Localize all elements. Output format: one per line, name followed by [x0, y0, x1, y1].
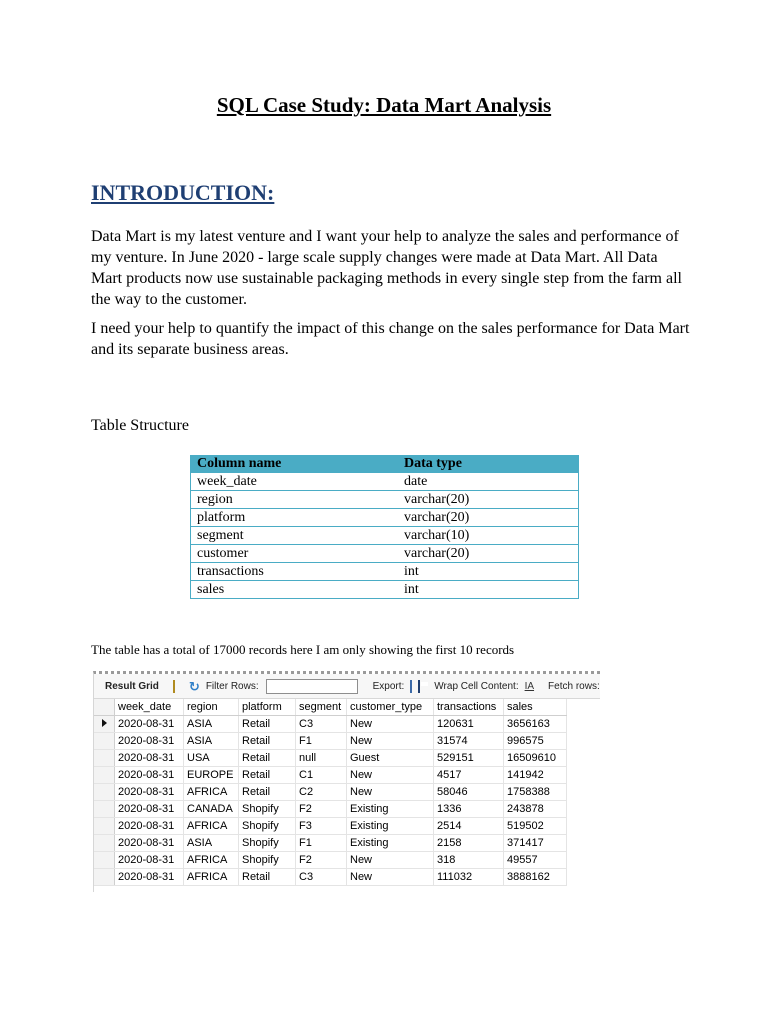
column-name: segment	[191, 527, 399, 545]
cell[interactable]: C3	[296, 716, 347, 733]
structure-row	[191, 527, 579, 545]
column-name-header: Column name	[191, 455, 399, 473]
header-transactions[interactable]: transactions	[434, 699, 504, 716]
cell[interactable]: Guest	[347, 750, 434, 767]
structure-row	[191, 581, 579, 599]
cell[interactable]: 318	[434, 852, 504, 869]
column-name: platform	[191, 509, 399, 527]
cell[interactable]: New	[347, 852, 434, 869]
cell[interactable]: 4517	[434, 767, 504, 784]
export-label: Export:	[372, 680, 405, 692]
cell[interactable]: 529151	[434, 750, 504, 767]
table-row[interactable]	[94, 801, 567, 818]
refresh-icon[interactable]: ↻	[188, 678, 200, 694]
cell[interactable]: 243878	[504, 801, 567, 818]
cell[interactable]: EUROPE	[184, 767, 239, 784]
wrap-cell-content-icon[interactable]: IA	[524, 680, 535, 692]
cell[interactable]: New	[347, 733, 434, 750]
form-view-icon[interactable]	[173, 680, 175, 693]
column-name: sales	[191, 581, 399, 599]
cell[interactable]: AFRICA	[184, 852, 239, 869]
cell[interactable]: Shopify	[239, 852, 296, 869]
cell[interactable]: Existing	[347, 835, 434, 852]
row-indicator-header	[94, 699, 115, 716]
fetch-rows-label: Fetch rows:	[548, 680, 600, 692]
row-indicator	[94, 733, 115, 750]
filter-rows-input[interactable]	[266, 679, 358, 694]
cell[interactable]: New	[347, 869, 434, 886]
cell[interactable]: 120631	[434, 716, 504, 733]
records-note: The table has a total of 17000 records here I am only showing the first 10 records	[91, 642, 515, 657]
structure-row	[191, 473, 579, 491]
table-row[interactable]	[94, 767, 567, 784]
cell[interactable]: AFRICA	[184, 869, 239, 886]
cell[interactable]: New	[347, 767, 434, 784]
column-name: transactions	[191, 563, 399, 581]
cell[interactable]: CANADA	[184, 801, 239, 818]
wrap-cell-content-label: Wrap Cell Content:	[434, 680, 519, 692]
save-icon[interactable]	[418, 680, 420, 693]
table-row[interactable]	[94, 750, 567, 767]
cell[interactable]: New	[347, 784, 434, 801]
cell[interactable]: Retail	[239, 733, 296, 750]
table-row[interactable]	[94, 716, 567, 733]
table-structure	[190, 455, 579, 599]
cell[interactable]: F1	[296, 835, 347, 852]
cell[interactable]: 1758388	[504, 784, 567, 801]
cell[interactable]: 2514	[434, 818, 504, 835]
cell[interactable]: 2158	[434, 835, 504, 852]
header-sales[interactable]: sales	[504, 699, 567, 716]
data-type: int	[398, 563, 579, 581]
cell[interactable]: 2020-08-31	[115, 835, 184, 852]
cell[interactable]: 2020-08-31	[115, 818, 184, 835]
cell[interactable]: Retail	[239, 767, 296, 784]
structure-row	[191, 545, 579, 563]
cell[interactable]: Existing	[347, 801, 434, 818]
row-indicator	[94, 869, 115, 886]
cell[interactable]: 141942	[504, 767, 567, 784]
cell[interactable]: 2020-08-31	[115, 767, 184, 784]
table-row[interactable]	[94, 869, 567, 886]
column-name: week_date	[191, 473, 399, 491]
row-indicator	[94, 750, 115, 767]
cell[interactable]: null	[296, 750, 347, 767]
cell[interactable]: Retail	[239, 784, 296, 801]
intro-paragraph-1: Data Mart is my latest venture and I want your help to analyze the sales and performance of my venture. In June 2020 - large scale supply changes were made at Data Mart. All Data Mart products now use sustainable packaging methods in every single step from the farm all the way to the customer.	[91, 228, 682, 308]
cell[interactable]: Shopify	[239, 835, 296, 852]
column-name: customer	[191, 545, 399, 563]
cell[interactable]: 2020-08-31	[115, 801, 184, 818]
header-segment[interactable]: segment	[296, 699, 347, 716]
filter-rows-label: Filter Rows:	[205, 680, 259, 692]
cell[interactable]: 16509610	[504, 750, 567, 767]
table-row[interactable]	[94, 852, 567, 869]
table-row[interactable]	[94, 733, 567, 750]
row-indicator	[94, 784, 115, 801]
data-type: varchar(20)	[398, 509, 579, 527]
row-indicator	[94, 767, 115, 784]
data-type: date	[398, 473, 579, 491]
cell[interactable]: Retail	[239, 750, 296, 767]
row-indicator	[94, 716, 115, 733]
cell[interactable]: 49557	[504, 852, 567, 869]
cell[interactable]: 1336	[434, 801, 504, 818]
cell[interactable]: C3	[296, 869, 347, 886]
cell[interactable]: 3888162	[504, 869, 567, 886]
cell[interactable]: F1	[296, 733, 347, 750]
cell[interactable]: AFRICA	[184, 784, 239, 801]
cell[interactable]: F3	[296, 818, 347, 835]
column-name: region	[191, 491, 399, 509]
data-type-header: Data type	[398, 455, 579, 473]
cell[interactable]: 996575	[504, 733, 567, 750]
cell[interactable]: 2020-08-31	[115, 733, 184, 750]
cell[interactable]: 2020-08-31	[115, 869, 184, 886]
cell[interactable]: 519502	[504, 818, 567, 835]
table-row[interactable]	[94, 818, 567, 835]
cell[interactable]: F2	[296, 801, 347, 818]
data-type: varchar(20)	[398, 545, 579, 563]
result-grid-toolbar	[94, 674, 600, 699]
export-icon[interactable]	[410, 680, 412, 693]
cell[interactable]: New	[347, 716, 434, 733]
row-indicator	[94, 801, 115, 818]
result-grid-tab[interactable]: Result Grid	[105, 680, 159, 692]
row-indicator	[94, 818, 115, 835]
cell[interactable]: Existing	[347, 818, 434, 835]
result-grid-screenshot	[93, 671, 600, 892]
data-type: int	[398, 581, 579, 599]
table-row[interactable]	[94, 835, 567, 852]
cell[interactable]: 2020-08-31	[115, 852, 184, 869]
header-region[interactable]: region	[184, 699, 239, 716]
table-row[interactable]	[94, 784, 567, 801]
cell[interactable]: Shopify	[239, 818, 296, 835]
current-row-arrow-icon	[102, 719, 107, 727]
cell[interactable]: 2020-08-31	[115, 716, 184, 733]
data-type: varchar(10)	[398, 527, 579, 545]
data-type: varchar(20)	[398, 491, 579, 509]
cell[interactable]: 31574	[434, 733, 504, 750]
cell[interactable]: 111032	[434, 869, 504, 886]
cell[interactable]: 3656163	[504, 716, 567, 733]
structure-row	[191, 491, 579, 509]
cell[interactable]: C2	[296, 784, 347, 801]
structure-row	[191, 509, 579, 527]
table-structure-heading: Table Structure	[91, 417, 189, 434]
result-table	[94, 699, 567, 886]
structure-header-row	[191, 455, 579, 473]
cell[interactable]: 2020-08-31	[115, 784, 184, 801]
cell[interactable]: Shopify	[239, 801, 296, 818]
cell[interactable]: 2020-08-31	[115, 750, 184, 767]
row-indicator	[94, 852, 115, 869]
cell[interactable]: Retail	[239, 869, 296, 886]
result-header-row	[94, 699, 567, 716]
cell[interactable]: ASIA	[184, 733, 239, 750]
cell[interactable]: 58046	[434, 784, 504, 801]
header-customer-type[interactable]: customer_type	[347, 699, 434, 716]
cell[interactable]: ASIA	[184, 716, 239, 733]
structure-row	[191, 563, 579, 581]
introduction-heading: INTRODUCTION:	[91, 180, 275, 205]
cell[interactable]: C1	[296, 767, 347, 784]
cell[interactable]: Retail	[239, 716, 296, 733]
row-indicator	[94, 835, 115, 852]
cell[interactable]: 371417	[504, 835, 567, 852]
document-title: SQL Case Study: Data Mart Analysis	[216, 93, 552, 117]
header-week-date[interactable]: week_date	[115, 699, 184, 716]
cell[interactable]: F2	[296, 852, 347, 869]
header-platform[interactable]: platform	[239, 699, 296, 716]
cell[interactable]: ASIA	[184, 835, 239, 852]
cell[interactable]: AFRICA	[184, 818, 239, 835]
intro-paragraph-2: I need your help to quantify the impact of this change on the sales performance for Data Mart and its separate business areas.	[91, 320, 690, 358]
cell[interactable]: USA	[184, 750, 239, 767]
